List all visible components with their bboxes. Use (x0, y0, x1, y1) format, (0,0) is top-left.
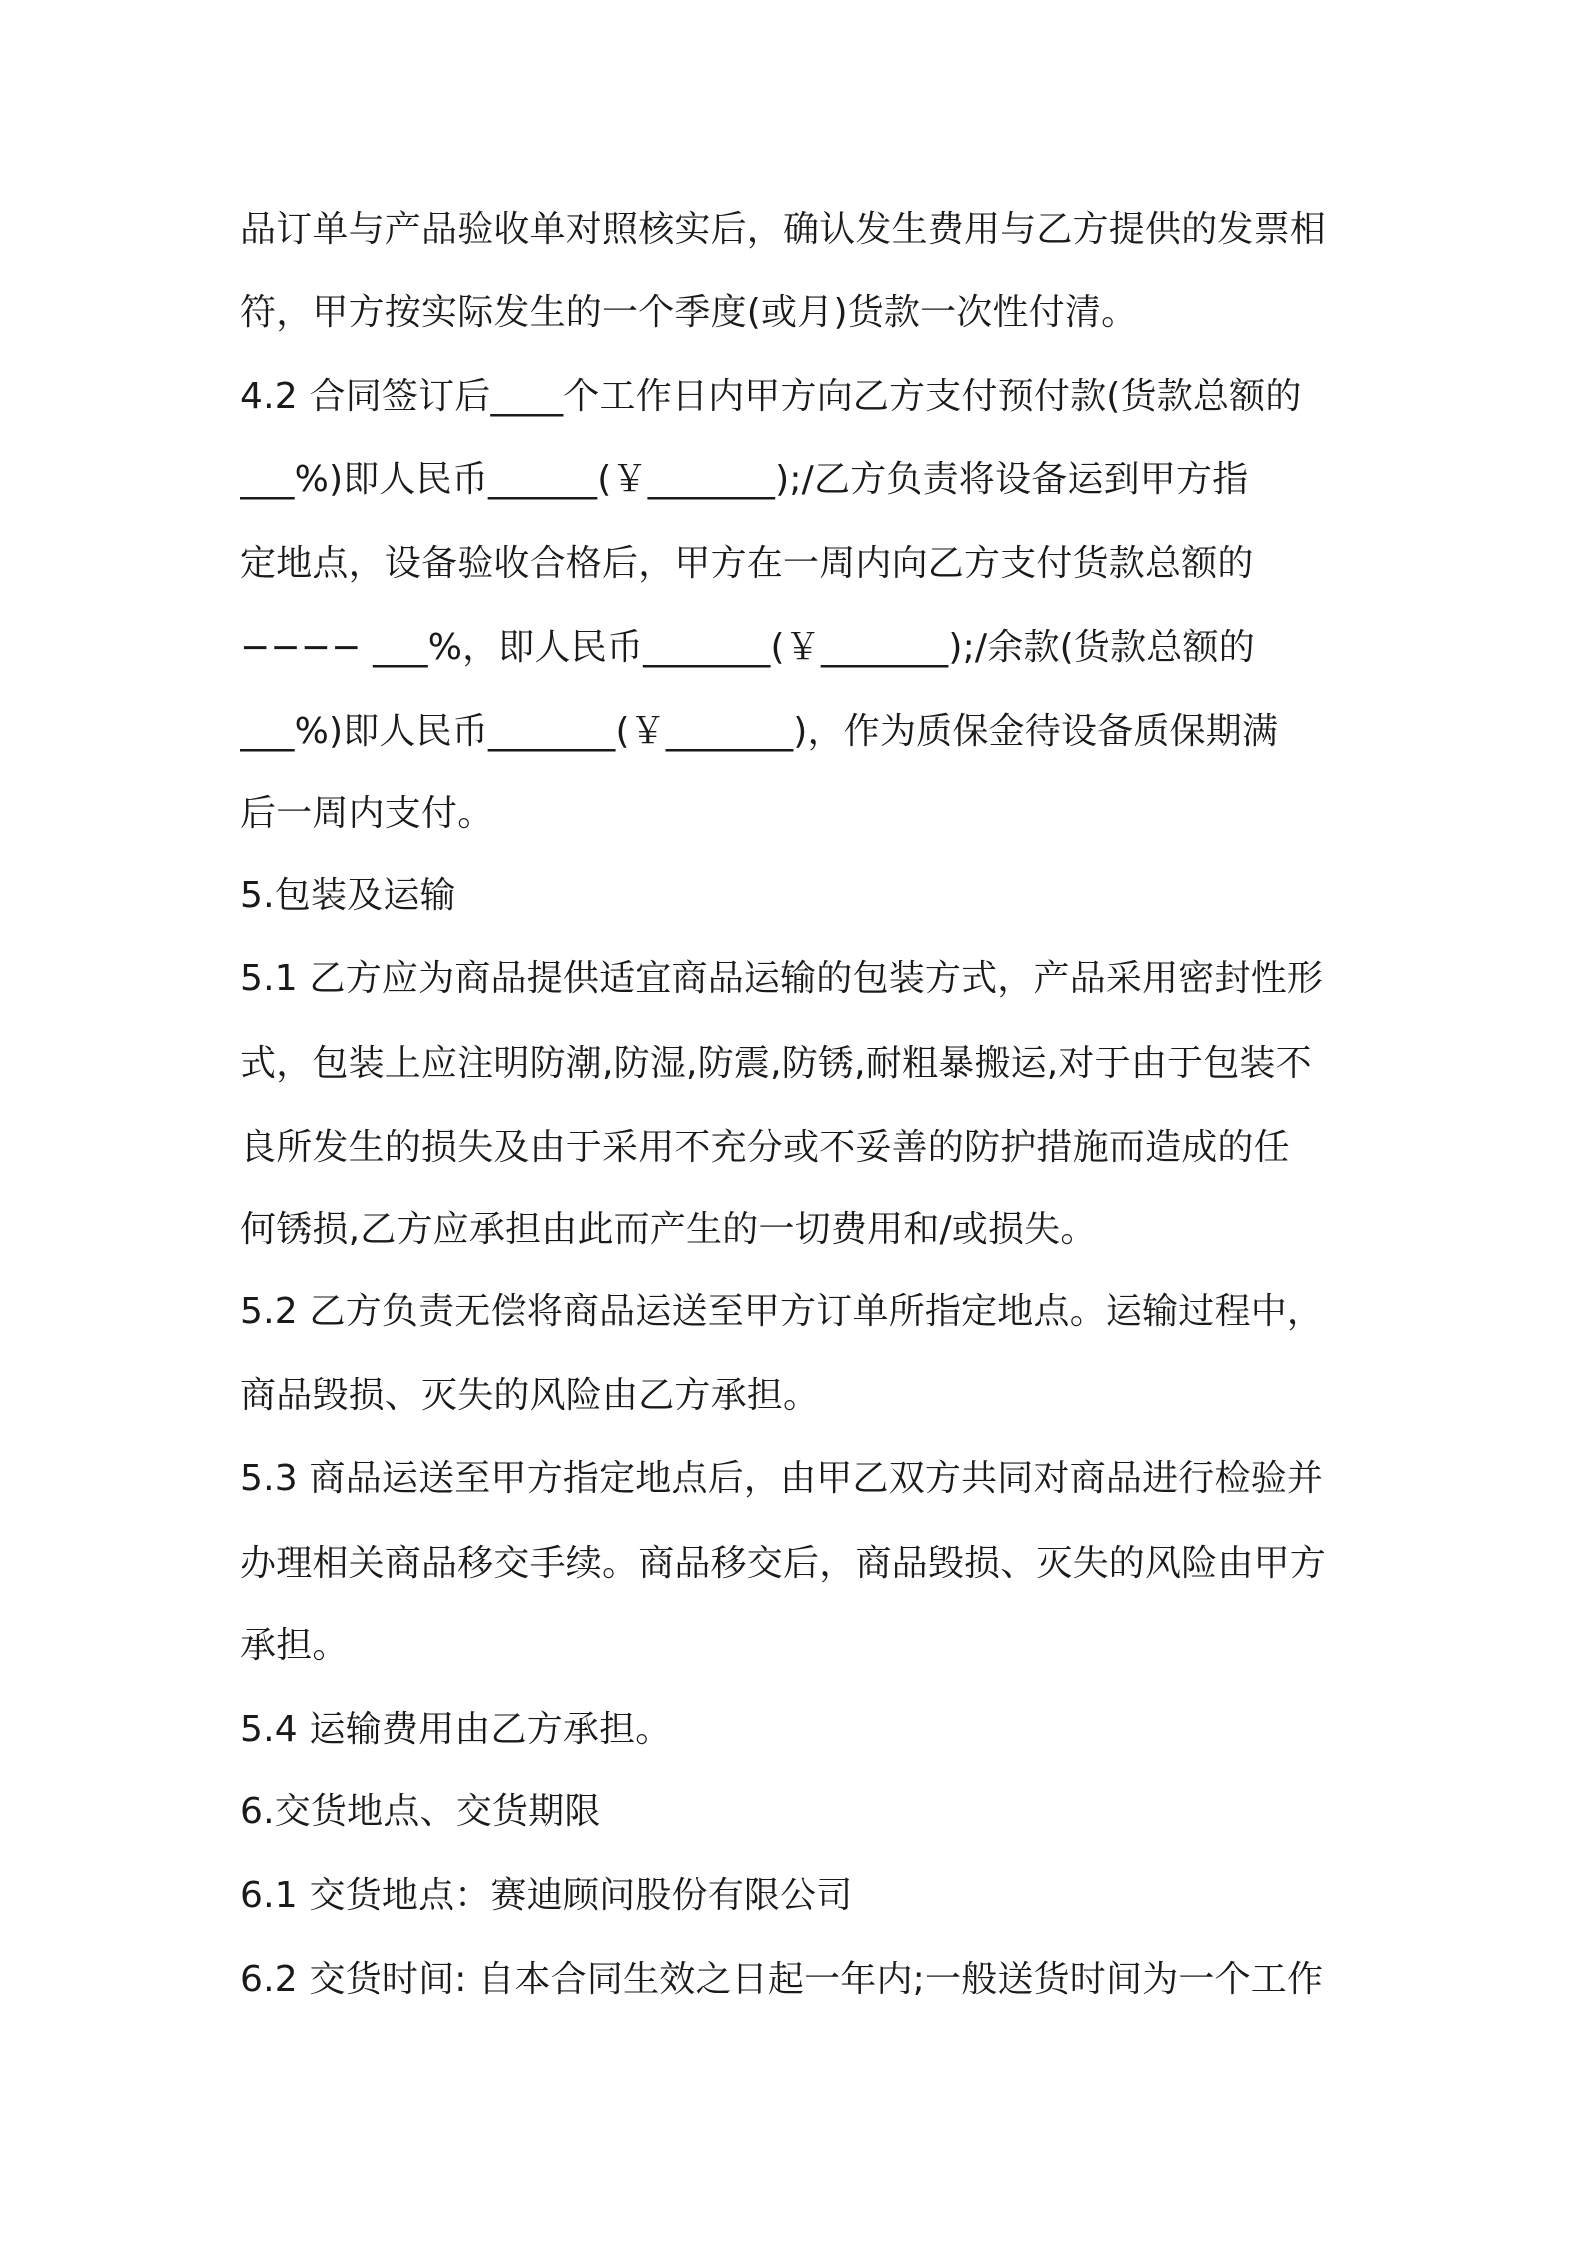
text-line-21: 6.1 交货地点：赛迪顾问股份有限公司 (240, 1875, 853, 1916)
text-line-6: −−−− ___%，即人民币_______(￥_______);/余款(货款总额的 (240, 627, 1255, 668)
text-line-5: 定地点，设备验收合格后，甲方在一周内向乙方支付货款总额的 (240, 543, 1254, 584)
text-line-4: ___%)即人民币______(￥_______);/乙方负责将设备运到甲方指 (240, 459, 1249, 500)
text-line-2: 符，甲方按实际发生的一个季度(或月)货款一次性付清。 (240, 292, 1138, 333)
text-line-15: 商品毁损、灭失的风险由乙方承担。 (240, 1375, 820, 1416)
section-heading-6: 6.交货地点、交货期限 (240, 1791, 601, 1832)
text-line-16: 5.3 商品运送至甲方指定地点后，由甲乙双方共同对商品进行检验并 (240, 1458, 1324, 1499)
text-line-17: 办理相关商品移交手续。商品移交后，商品毁损、灭失的风险由甲方 (240, 1543, 1327, 1584)
text-line-10: 5.1 乙方应为商品提供适宜商品运输的包装方式，产品采用密封性形 (240, 958, 1324, 999)
text-line-14: 5.2 乙方负责无偿将商品运送至甲方订单所指定地点。运输过程中， (240, 1291, 1324, 1332)
text-line-3: 4.2 合同签订后____个工作日内甲方向乙方支付预付款(货款总额的 (240, 376, 1302, 417)
text-line-8: 后一周内支付。 (240, 793, 494, 834)
section-heading-5: 5.包装及运输 (240, 875, 456, 916)
text-line-19: 5.4 运输费用由乙方承担。 (240, 1709, 672, 1750)
text-line-1: 品订单与产品验收单对照核实后，确认发生费用与乙方提供的发票相 (240, 209, 1327, 250)
text-line-22: 6.2 交货时间: 自本合同生效之日起一年内;一般送货时间为一个工作 (240, 1959, 1324, 2000)
text-line-13: 何锈损,乙方应承担由此而产生的一切费用和/或损失。 (240, 1209, 1097, 1250)
text-line-11: 式，包装上应注明防潮,防湿,防震,防锈,耐粗暴搬运,对于由于包装不 (240, 1043, 1312, 1084)
text-line-7: ___%)即人民币_______(￥_______)，作为质保金待设备质保期满 (240, 711, 1279, 752)
text-line-18: 承担。 (240, 1625, 349, 1666)
text-line-12: 良所发生的损失及由于采用不充分或不妥善的防护措施而造成的任 (240, 1127, 1290, 1168)
